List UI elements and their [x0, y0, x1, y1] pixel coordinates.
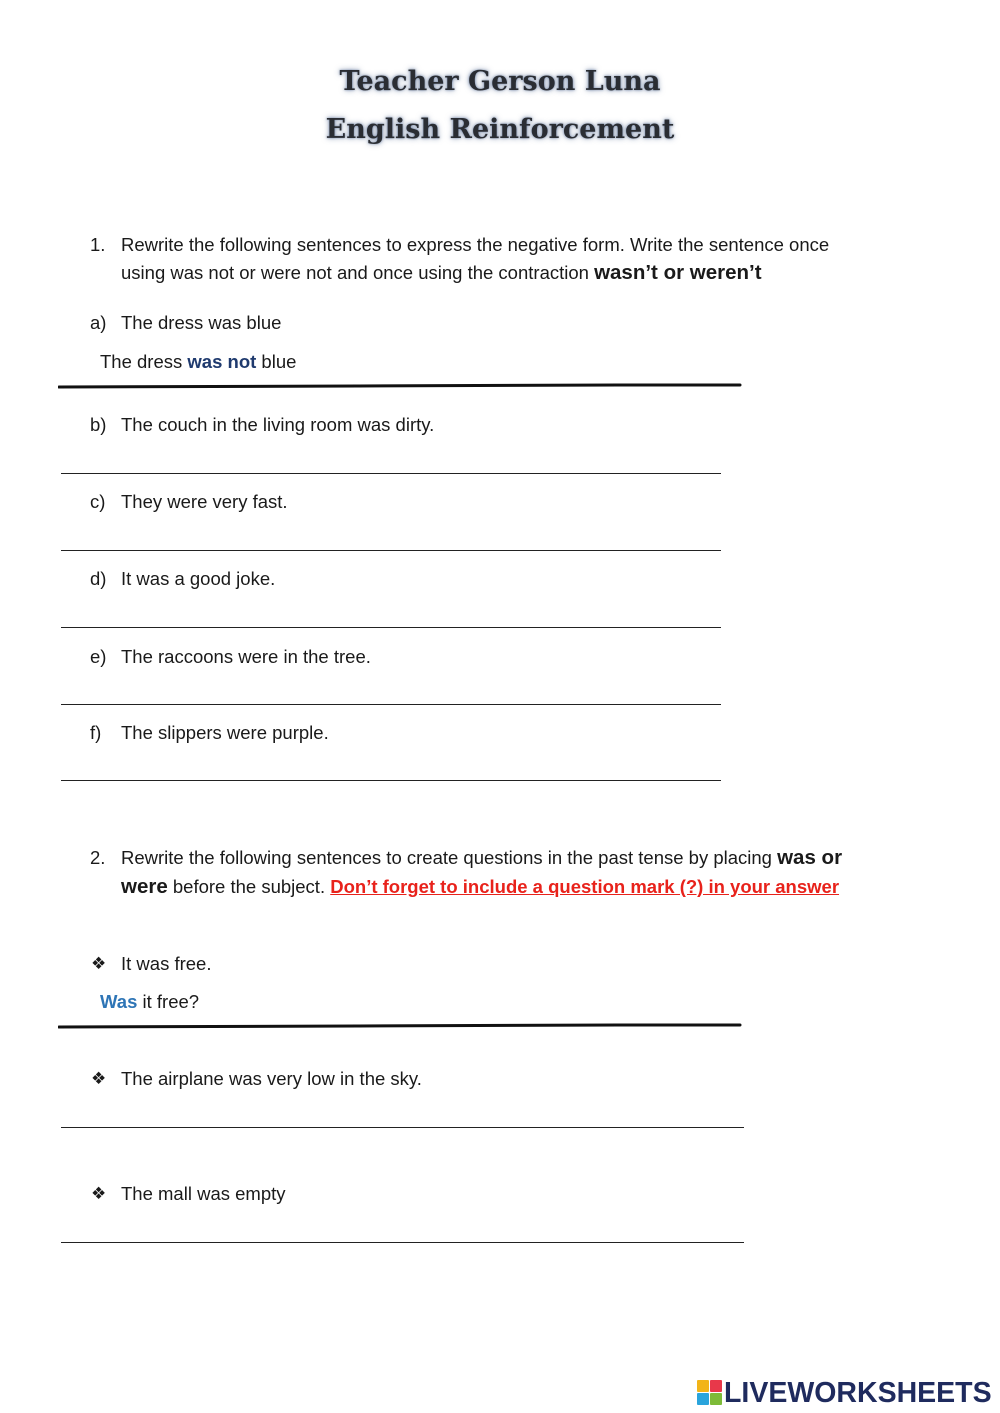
- liveworksheets-logo[interactable]: [697, 1376, 997, 1410]
- example-answer-underline-1: [58, 382, 742, 390]
- exercise-2-instruction-text: Rewrite the following sentences to create questions in the past tense by placing: [121, 847, 772, 868]
- example-answer-after: it free?: [137, 991, 200, 1012]
- exercise-1-instruction-bold: wasn’t or weren’t: [594, 261, 762, 284]
- exercise-2-instruction-line1: [121, 844, 842, 872]
- page-subtitle: English Reinforcement: [325, 114, 675, 145]
- example-answer-highlight: Was: [100, 991, 138, 1012]
- exercise-2-instruction-line2: [121, 873, 839, 901]
- example-answer-before: The dress: [100, 351, 188, 372]
- item-text: The dress was blue: [121, 312, 282, 333]
- item-label: c): [90, 491, 106, 512]
- exercise-1-number: 1.: [90, 234, 106, 255]
- item-text: The mall was empty: [121, 1183, 286, 1204]
- item-text: The airplane was very low in the sky.: [121, 1068, 422, 1089]
- item-text: It was free.: [121, 953, 212, 974]
- item-text: The couch in the living room was dirty.: [121, 414, 435, 435]
- example-answer-1: [100, 348, 296, 376]
- exercise-2-number: 2.: [90, 847, 106, 868]
- exercise-2-instruction-bold1: was or: [777, 846, 843, 869]
- exercise-1-instruction-line1: Rewrite the following sentences to express the negative form. Write the sentence once: [121, 234, 830, 255]
- diamond-bullet-icon: ❖: [91, 1184, 107, 1203]
- item-label: e): [90, 646, 107, 667]
- example-answer-after: blue: [256, 351, 297, 372]
- answer-line-b[interactable]: [61, 473, 721, 474]
- item-label: a): [90, 312, 107, 333]
- answer-line-c[interactable]: [61, 550, 721, 551]
- answer-line-3[interactable]: [61, 1242, 744, 1243]
- liveworksheets-brand: LIVEWORKSHEETS: [724, 1377, 992, 1409]
- example-answer-underline-2: [58, 1022, 742, 1030]
- exercise-1-instruction-text: using was not or were not and once using the contraction: [121, 262, 589, 283]
- answer-line-d[interactable]: [61, 627, 721, 628]
- item-label: b): [90, 414, 107, 435]
- exercise-2-instruction-bold2: were: [121, 875, 168, 898]
- answer-line-f[interactable]: [61, 780, 721, 781]
- page-title: Teacher Gerson Luna: [339, 66, 661, 97]
- item-text: The slippers were purple.: [121, 722, 329, 743]
- exercise-2-warning: Don’t forget to include a question mark (?) in your answer: [330, 876, 840, 897]
- exercise-2-instruction-text2: before the subject.: [172, 876, 326, 897]
- example-answer-highlight: was not: [187, 351, 257, 372]
- item-text: The raccoons were in the tree.: [121, 646, 371, 667]
- example-answer-2: [100, 988, 199, 1016]
- diamond-bullet-icon: ❖: [91, 954, 107, 973]
- liveworksheets-icon: [697, 1380, 723, 1406]
- item-label: f): [90, 722, 102, 743]
- diamond-bullet-icon: ❖: [91, 1069, 107, 1088]
- exercise-1-instruction-line2: [121, 259, 762, 287]
- item-text: It was a good joke.: [121, 568, 276, 589]
- item-text: They were very fast.: [121, 491, 288, 512]
- answer-line-2[interactable]: [61, 1127, 744, 1128]
- item-label: d): [90, 568, 107, 589]
- answer-line-e[interactable]: [61, 704, 721, 705]
